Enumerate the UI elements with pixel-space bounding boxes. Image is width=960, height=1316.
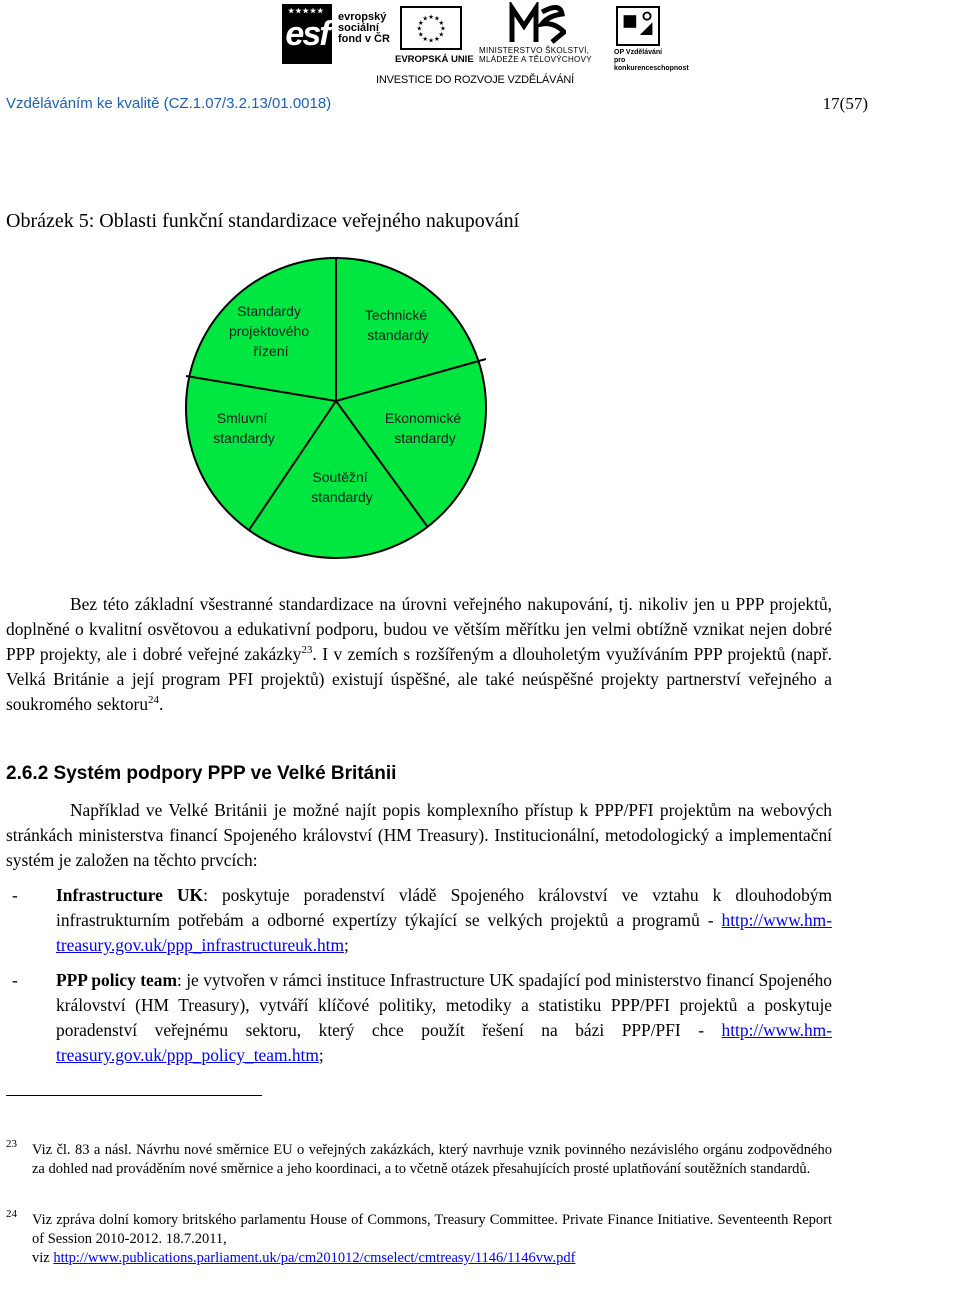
eu-flag-icon <box>400 6 462 50</box>
paragraph-standardization <box>6 592 832 717</box>
esf-line-3: fond v ČR <box>338 33 390 45</box>
eu-star-icon: ★ <box>416 25 423 33</box>
esf-line-2: sociální <box>338 22 379 34</box>
esf-line-1: evropský <box>338 11 387 23</box>
footnote-24 <box>6 1208 832 1268</box>
bullet-text: : poskytuje poradenství vládě Spojeného království ve vztahu k dlouhodobým infrastrukturním potřebám a odborné expertízy týkající se velkých projektů a programů - <box>56 885 832 930</box>
bullet-end: ; <box>318 1045 324 1065</box>
page-number: 17(57) <box>822 94 868 113</box>
msmt-line-1: MINISTERSTVO ŠKOLSTVÍ, <box>479 46 590 55</box>
esf-logo-text <box>338 12 390 45</box>
list-item-ppp-policy-team <box>6 968 832 1068</box>
msmt-logo-text <box>479 46 592 64</box>
p1-end: . <box>159 694 164 714</box>
footnote-number: 23 <box>6 1138 17 1150</box>
esf-stars-icon: ★★★★★ <box>288 8 325 15</box>
footnote-prefix: viz <box>32 1250 54 1266</box>
op-logo-text <box>614 49 689 73</box>
msmt-logo-icon <box>508 2 566 44</box>
segment-label-competition: Soutěžní standardy <box>311 469 373 505</box>
bullet-term: Infrastructure UK <box>56 885 204 905</box>
eu-star-icon: ★ <box>428 13 434 21</box>
section-heading: 2.6.2 Systém podpory PPP ve Velké Británii <box>6 763 397 784</box>
eu-caption: EVROPSKÁ UNIE <box>395 54 474 65</box>
footnote-text: Viz zpráva dolní komory britského parlamentu House of Commons, Treasury Committee. Private Finance Initiative. Seventeenth Report of Session 2010-2012. 18.7.2011, <box>32 1212 832 1247</box>
eu-star-icon: ★ <box>417 19 424 27</box>
eu-star-icon: ★ <box>434 36 440 43</box>
parliament-report-link[interactable]: http://www.publications.parliament.uk/pa/cm201012/cmselect/cmtreasy/1146/1146vw.pdf <box>53 1250 576 1266</box>
eu-star-icon: ★ <box>422 36 428 43</box>
logo-strip <box>282 2 689 86</box>
footnote-ref-24[interactable]: 24 <box>148 694 160 707</box>
segment-label-technical: Technické standardy <box>364 307 429 343</box>
paragraph-uk-approach: Například ve Velké Británii je možné najít popis komplexního přístup k PPP/PFI projektům na webových stránkách ministerstva financí Spojeného království (HM Treasury). Institucionální, metodologický a implementační systém je založen na těchto prvcích: <box>6 800 832 870</box>
figure-title: Obrázek 5: Oblasti funkční standardizace veřejného nakupování <box>6 210 520 232</box>
footnote-23 <box>6 1138 832 1179</box>
list-item-infrastructure-uk <box>6 883 832 958</box>
esf-mark: esf <box>285 15 329 53</box>
eu-star-icon: ★ <box>438 19 445 27</box>
footnote-separator <box>6 1095 262 1096</box>
esf-logo <box>282 4 332 64</box>
bullet-text: : je vytvořen v rámci instituce Infrastructure UK spadající pod ministerstvo financí Spojeného království (HM Treasury), vytváří klíčové politiky, metodiky a statistiku PPP/PFI projektů a poskytuje poradenství veřejnému sektoru, který chce použít řešení na bázi PPP/PFI - <box>56 970 832 1040</box>
eu-star-icon: ★ <box>438 31 445 39</box>
op-line-2: pro konkurenceschopnost <box>614 57 689 72</box>
eu-star-icon: ★ <box>428 37 434 45</box>
p1-text: Bez této základní všestranné standardizace na úrovni veřejného nakupování, tj. nikoliv jen u PPP projektů, doplněné o kvalitní osvětovou a edukativní podporu, budou ve větším měřítku jen velmi obtížně vznikat nejen dobré PPP projekty, ale i dobré veřejné zakázky <box>6 594 832 664</box>
msmt-line-2: MLÁDEŽE A TĚLOVÝCHOVY <box>479 55 592 64</box>
eu-star-icon: ★ <box>439 25 446 33</box>
eu-star-icon: ★ <box>417 31 424 39</box>
op-line-1: OP Vzdělávání <box>614 49 663 56</box>
bullet-dash: - <box>12 970 18 990</box>
segment-label-contract: Smluvní standardy <box>213 410 275 446</box>
segment-label-project: Standardy projektového řízení <box>228 303 310 359</box>
bullet-term: PPP policy team <box>56 970 177 990</box>
ppp-policy-team-link[interactable]: http://www.hm-treasury.gov.uk/ppp_policy_team.htm <box>56 1020 832 1065</box>
eu-star-icon: ★ <box>422 15 428 23</box>
op-logo-icon <box>616 6 660 46</box>
infrastructure-uk-link[interactable]: http://www.hm-treasury.gov.uk/ppp_infrastructureuk.htm <box>56 910 832 955</box>
project-header: Vzděláváním ke kvalitě (CZ.1.07/3.2.13/01.0018) <box>6 95 332 112</box>
footnote-number: 24 <box>6 1208 17 1220</box>
eu-star-icon: ★ <box>434 15 440 23</box>
invest-tagline: INVESTICE DO ROZVOJE VZDĚLÁVÁNÍ <box>376 74 574 86</box>
footnote-text: Viz čl. 83 a násl. Návrhu nové směrnice EU o veřejných zakázkách, který navrhuje vznik povinného nezávislého orgánu zodpovědného za dohled nad prováděním nové směrnice a jeho koordinaci, a to včetně otázek přesahujících prosté uplatňování soutěžních standardů. <box>32 1142 832 1177</box>
standardization-pie-diagram <box>184 256 488 560</box>
footnote-ref-23[interactable]: 23 <box>301 644 313 657</box>
bullet-dash: - <box>12 885 18 905</box>
segment-label-economic: Ekonomické standardy <box>384 410 462 446</box>
bullet-end: ; <box>344 935 349 955</box>
p1-text-2: . I v zemích s rozšířeným a dlouholetým využíváním PPP projektů (např. Velká Británie a její program PFI projektů) existují úspěšné, ale také neúspěšné projekty partnerství veřejného a soukromého sektoru <box>6 644 832 714</box>
